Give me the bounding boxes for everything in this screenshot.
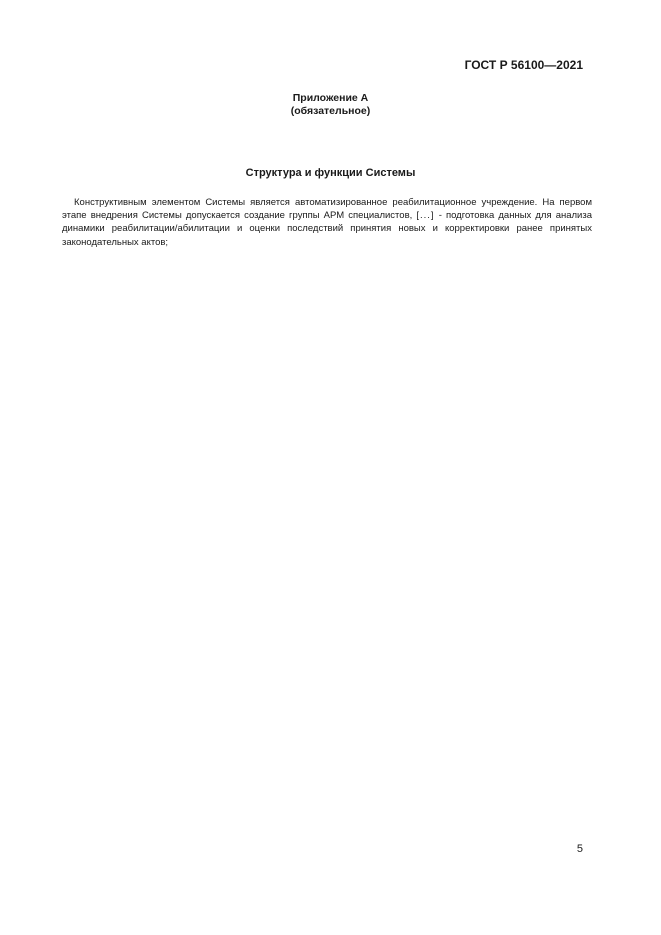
body-text <box>62 196 592 249</box>
page-number: 5 <box>576 843 583 855</box>
body-opening: Конструктивным элементом Системы является автоматизированное реабилитационное учреждение. На первом этапе внедрения Системы допускается создание группы АРМ специалистов, <box>62 197 592 222</box>
standard-number: ГОСТ Р 56100—2021 <box>464 58 583 72</box>
appendix-subtitle: (обязательное) <box>290 105 371 117</box>
body-closing: - подготовка данных для анализа динамики реабилитации/абилитации и оценки последствий принятия новых и корректировки ранее принятых законодательных актов; <box>62 210 593 248</box>
body-paragraph <box>62 196 592 249</box>
section-title: Структура и функции Системы <box>245 167 416 179</box>
appendix-heading <box>0 92 661 118</box>
body-elision: [...] <box>416 210 435 222</box>
appendix-title: Приложение А <box>292 92 369 104</box>
